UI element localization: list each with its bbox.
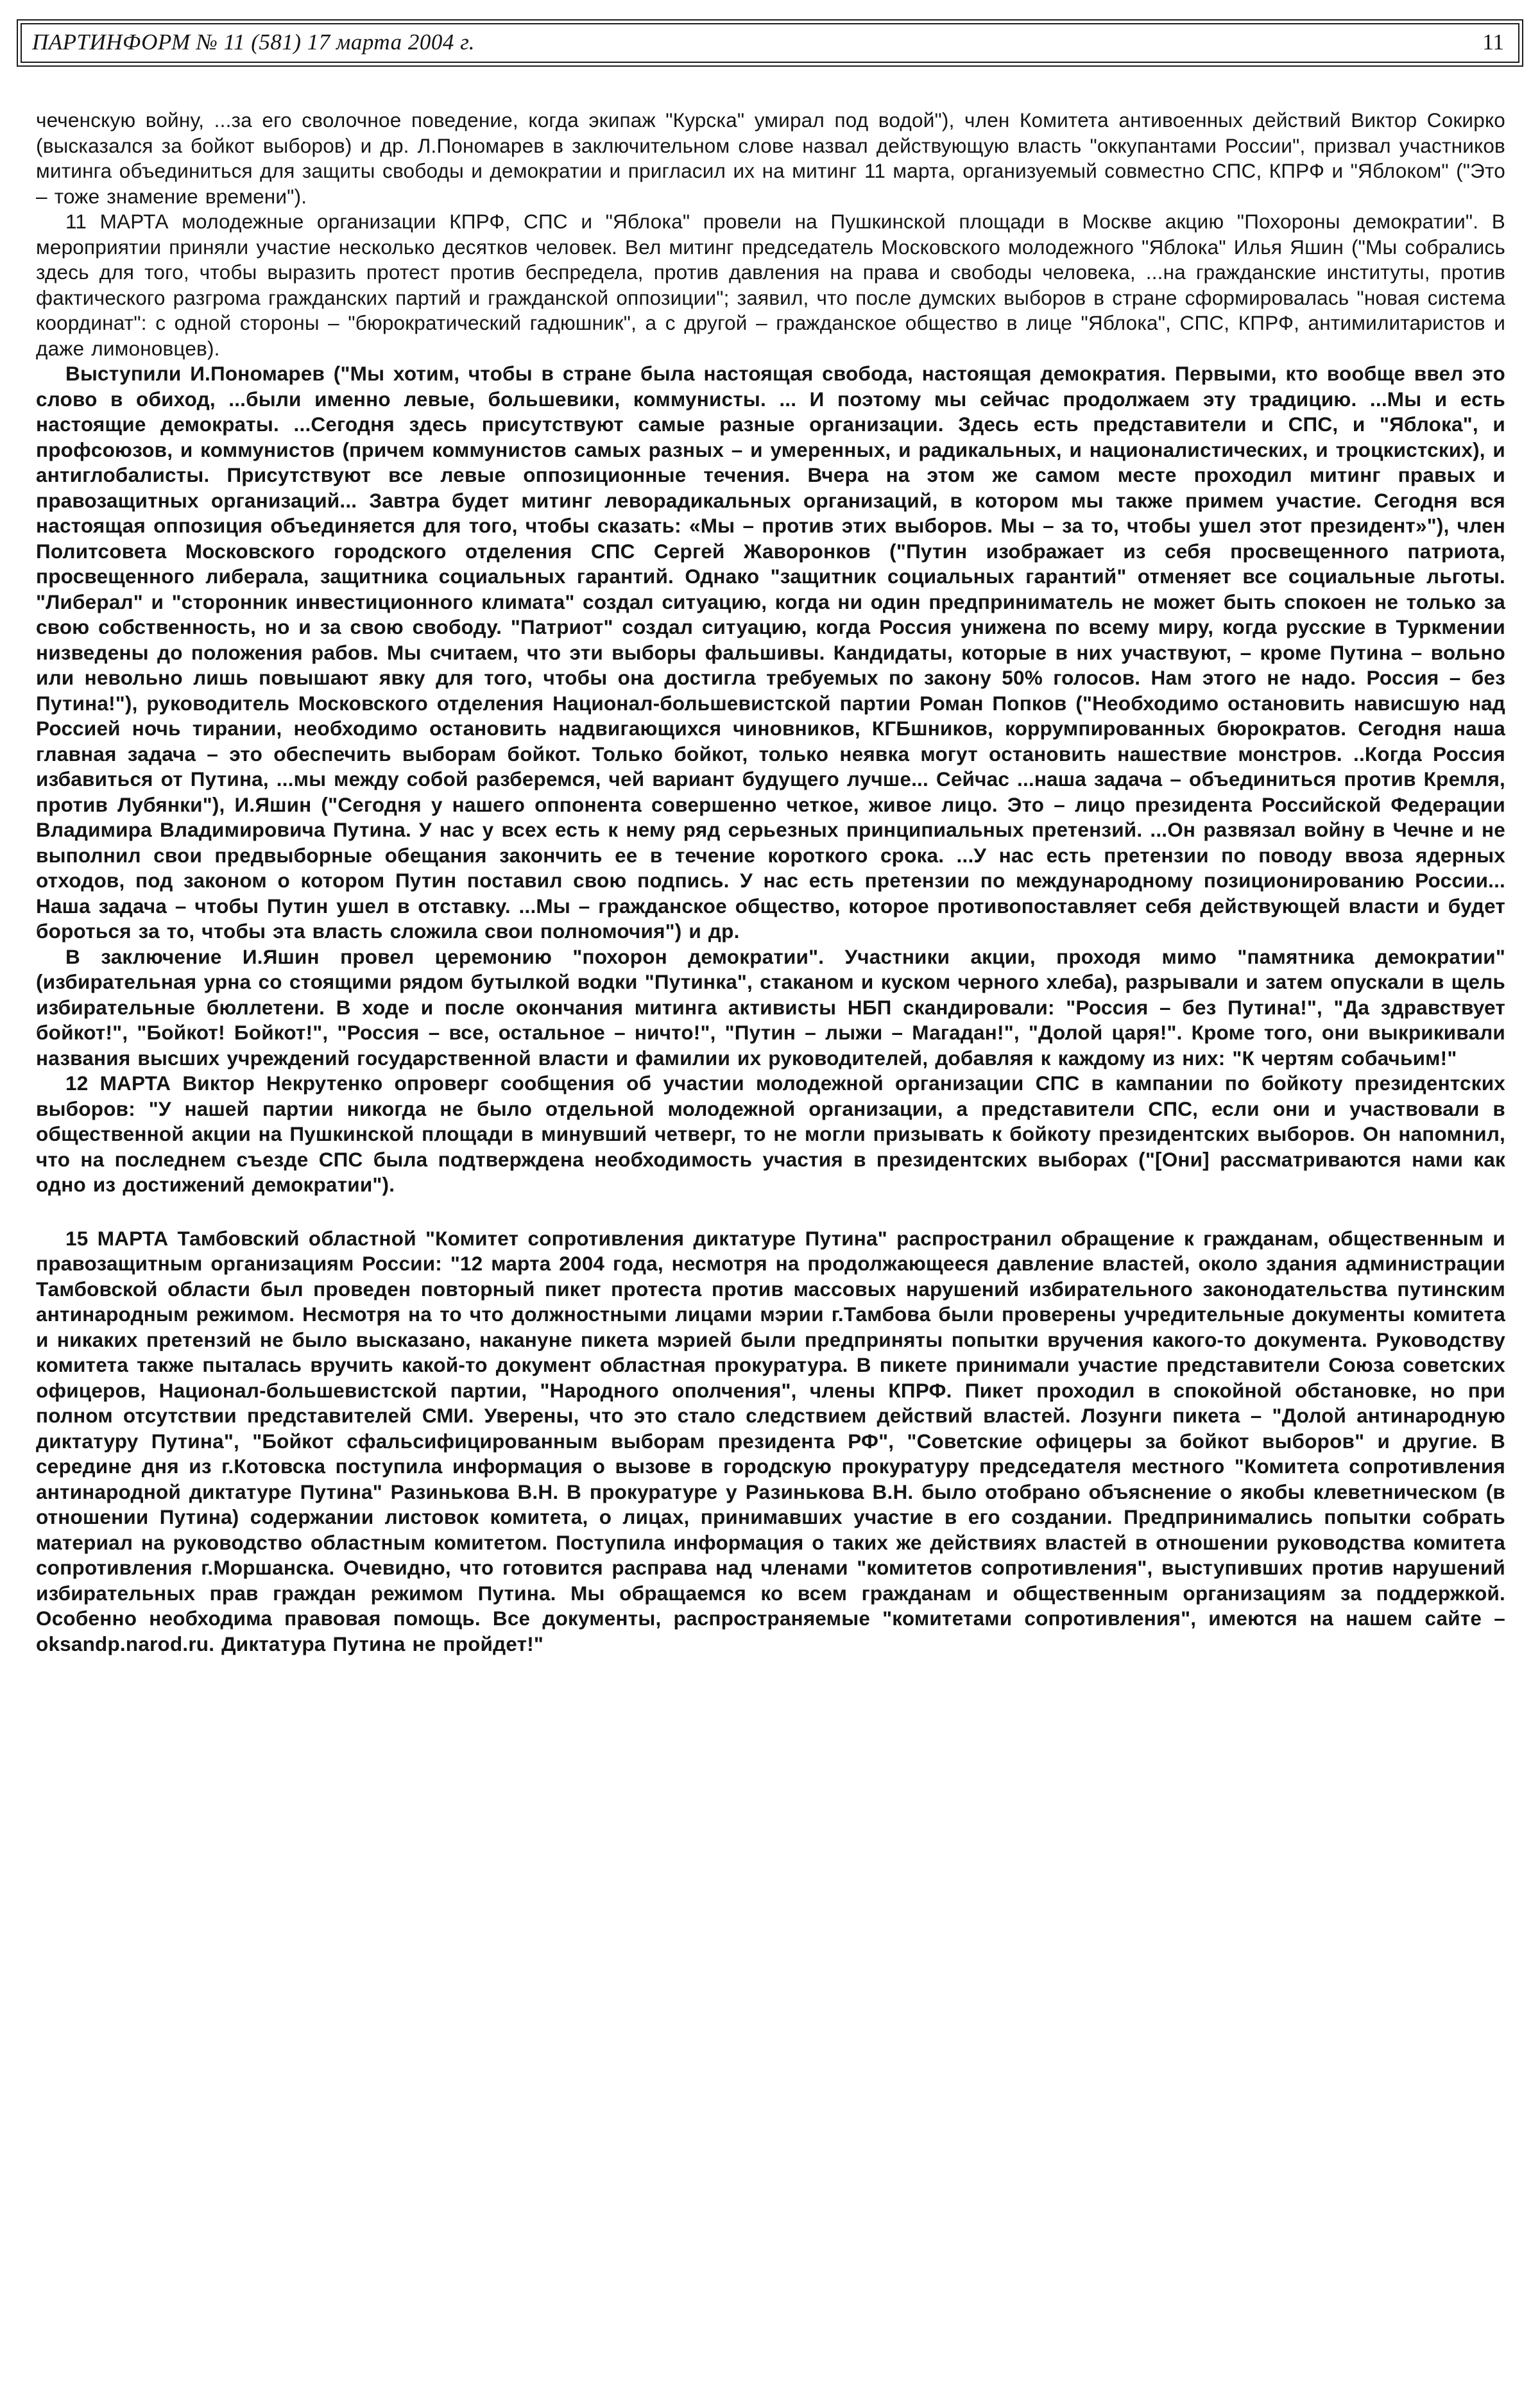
newsletter-page — [0, 19, 1540, 2401]
paragraph: 15 МАРТА Тамбовский областной "Комитет сопротивления диктатуре Путина" распространил обращение к гражданам, общественным и правозащитным организациям России: "12 марта 2004 года, несмотря на продолжающееся давление властей, около здания администрации Тамбовской области был проведен повторный пикет протеста против массовых нарушений избирательного законодательства путинским антинародным режимом. Несмотря на то что должностными лицами мэрии г.Тамбова были проверены учредительные документы комитета и никаких претензий не было высказано, накануне пикета мэрией были предприняты попытки вручения какого-то документа. Руководству комитета также пыталась вручить какой-то документ областная прокуратура. В пикете принимали участие представители Союза советских офицеров, Национал-большевистской партии, "Народного ополчения", члены КПРФ. Пикет проходил в спокойной обстановке, но при полном отсутствии представителей СМИ. Уверены, что это стало следствием действий властей. Лозунги пикета – "Долой антинародную диктатуру Путина", "Бойкот сфальсифицированным выборам президента РФ", "Советские офицеры за бойкот выборов" и другие. В середине дня из г.Котовска поступила информация о вызове в городскую прокуратуру председателя местного "Комитета сопротивления антинародной диктатуре Путина" Разинькова В.Н. В прокуратуре у Разинькова В.Н. было отобрано объяснение о якобы клеветническом (в отношении Путина) содержании листовок комитета, о лицах, принимавших участие в его создании. Предпринимались попытки собрать материал на руководство областным комитетом. Поступила информация о таких же действиях властей в отношении руководства комитета сопротивления г.Моршанска. Очевидно, что готовится расправа над членами "комитетов сопротивления", выступивших против нарушений избирательных прав граждан режимом Путина. Мы обращаемся ко всем гражданам и общественным организациям за поддержкой. Особенно необходима правовая помощь. Все документы, распространяемые "комитетами сопротивления", имеются на нашем сайте – oksandp.narod.ru. Диктатура Путина не пройдет!" — [36, 1226, 1505, 1655]
paragraph: Выступили И.Пономарев ("Мы хотим, чтобы в стране была настоящая свобода, настоящая демократия. Первыми, кто вообще ввел это слово в обиход, ...были именно левые, большевики, коммунисты. ... И поэтому мы сейчас продолжаем эту традицию. ...Мы и есть настоящие демократы. ...Сегодня здесь присутствуют самые разные организации. Здесь есть представители и СПС, и "Яблока", и профсоюзов, и коммунистов (причем коммунистов самых разных – и умеренных, и радикальных, и националистических, и троцкистских), и антиглобалисты. Присутствуют все левые оппозиционные течения. Вчера на этом же самом месте проходил митинг правых и правозащитных организаций... Завтра будет митинг леворадикальных организаций, в котором мы также примем участие. Сегодня вся настоящая оппозиция объединяется для того, чтобы сказать: «Мы – против этих выборов. Мы – за то, чтобы ушел этот президент»"), член Политсовета Московского городского отделения СПС Сергей Жаворонков ("Путин изображает из себя просвещенного патриота, просвещенного либерала, защитника социальных гарантий. Однако "защитник социальных гарантий" отменяет все социальные льготы. "Либерал" и "сторонник инвестиционного климата" создал ситуацию, когда ни один предприниматель не может быть спокоен не только за свою собственность, но и за свою свободу. "Патриот" создал ситуацию, когда Россия унижена по всему миру, когда русские в Туркмении низведены до положения рабов. Мы считаем, что эти выборы фальшивы. Кандидаты, которые в них участвуют, – кроме Путина – вольно или невольно лишь повышают явку для того, чтобы она достигла требуемых по закону 50% голосов. Нам этого не надо. Россия – без Путина!"), руководитель Московского отделения Национал-большевистской партии Роман Попков ("Необходимо остановить нависшую над Россией ночь тирании, необходимо остановить надвигающихся чиновников, КГБшников, коррумпированных бюрократов. Сегодня наша главная задача – это обеспечить выборам бойкот. Только бойкот, только неявка могут остановить нашествие монстров. ..Когда Россия избавиться от Путина, ...мы между собой разберемся, чей вариант будущего лучше... Сейчас ...наша задача – объединиться против Кремля, против Лубянки"), И.Яшин ("Сегодня у нашего оппонента совершенно четкое, живое лицо. Это – лицо президента Российской Федерации Владимира Владимировича Путина. У нас у всех есть к нему ряд серьезных принципиальных претензий. ...Он развязал войну в Чечне и не выполнил свои предвыборные обещания закончить ее в течение короткого срока. ...У нас есть претензии по поводу ввоза ядерных отходов, под законом о котором Путин поставил свою подпись. У нас есть претензии по международному позиционированию России... Наша задача – чтобы Путин ушел в отставку. ...Мы – гражданское общество, которое противопоставляет себя действующей власти и будет бороться за то, чтобы эта власть сложила свои полномочия") и др. — [36, 362, 1505, 943]
article-body — [0, 67, 1540, 1695]
paragraph: 12 МАРТА Виктор Некрутенко опроверг сообщения об участии молодежной организации СПС в кампании по бойкоту президентских выборов: "У нашей партии никогда не было отдельной молодежной организации, а представители СПС, если они и участвовали в общественной акции на Пушкинской площади в минувший четверг, то не могли призывать к бойкоту президентских выборов. Он напомнил, что на последнем съезде СПС была подтверждена необходимость участия в президентских выборах ("[Они] рассматриваются нами как одно из достижений демократии"). — [36, 1072, 1505, 1196]
paragraph: В заключение И.Яшин провел церемонию "похорон демократии". Участники акции, проходя мимо "памятника демократии" (избирательная урна со стоящими рядом бутылкой водки "Путинка", стаканом и куском черного хлеба), разрывали и затем опускали в щель избирательные бюллетени. В ходе и после окончания митинга активисты НБП скандировали: "Россия – без Путина!", "Да здравствует бойкот!", "Бойкот! Бойкот!", "Россия – все, остальное – ничто!", "Путин – лыжи – Магадан!", "Долой царя!". Кроме того, они выкрикивали названия высших учреждений государственной власти и фамилии их руководителей, добавляя к каждому из них: "К чертям собачьим!" — [36, 944, 1505, 1070]
page-header — [17, 19, 1523, 67]
page-number: 11 — [1482, 30, 1504, 55]
paragraph: 11 МАРТА молодежные организации КПРФ, СПС и "Яблока" провели на Пушкинской площади в Москве акцию "Похороны демократии". В мероприятии приняли участие несколько десятков человек. Вел митинг председатель Московского молодежного "Яблока" Илья Яшин ("Мы собрались здесь для того, чтобы выразить протест против беспредела, против давления на права и свободы человека, ...на гражданские институты, против фактического разгрома гражданских партий и гражданской оппозиции"; заявил, что после думских выборов в стране сформировалась "новая система координат": с одной стороны – "бюрократический гадюшник", а с другой – гражданское общество в лице "Яблока", СПС, КПРФ, антимилитаристов и даже лимоновцев). — [36, 210, 1505, 360]
paragraph: чеченскую войну, ...за его сволочное поведение, когда экипаж "Курска" умирал под водой"), член Комитета антивоенных действий Виктор Сокирко (высказался за бойкот выборов) и др. Л.Пономарев в заключительном слове назвал действующую власть "оккупантами России", призвал участников митинга объединиться для защиты свободы и демократии и пригласил их на митинг 11 марта, организуемый совместно СПС, КПРФ и "Яблоком" ("Это – тоже знамение времени"). — [36, 108, 1505, 208]
page-header-rule — [21, 23, 1519, 63]
newsletter-title: ПАРТИНФОРМ № 11 (581) 17 марта 2004 г. — [32, 30, 475, 55]
